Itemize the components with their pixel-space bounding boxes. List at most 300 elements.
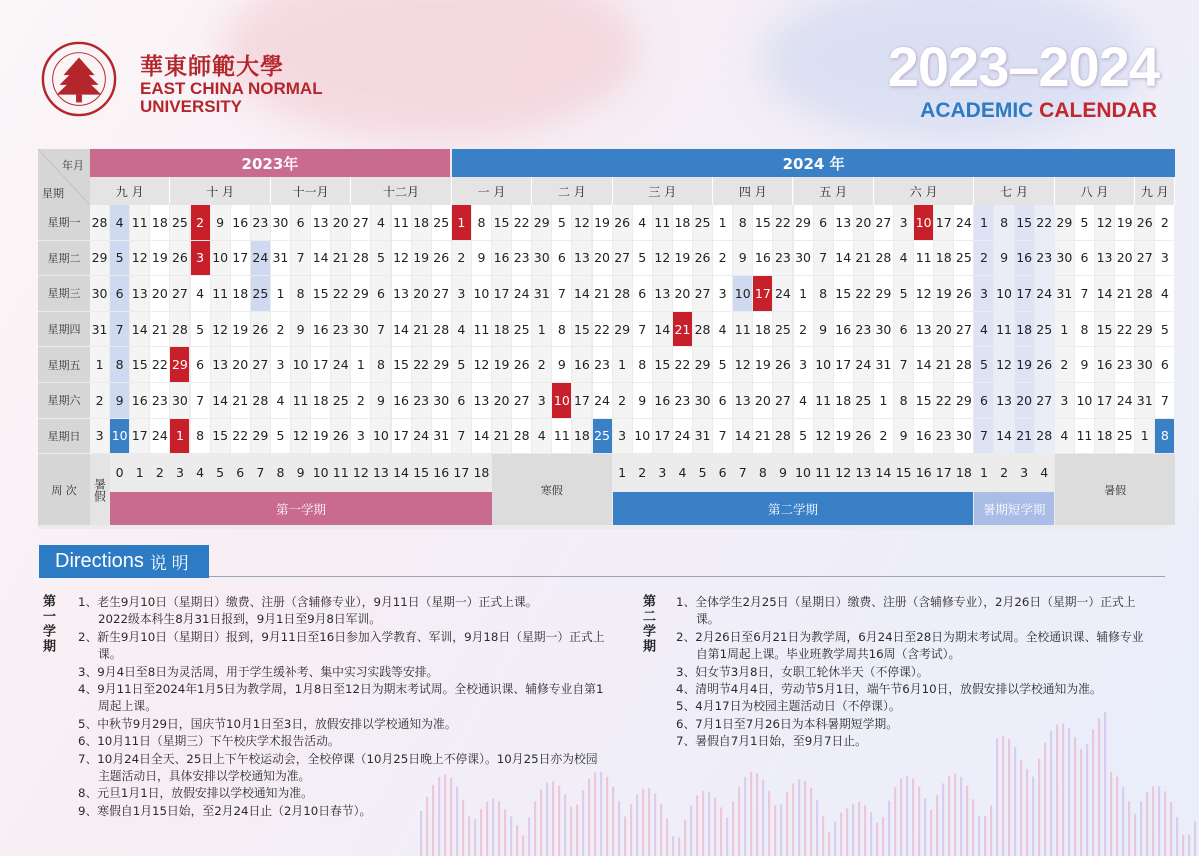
day-cell: 24 [331,347,350,382]
day-cell: 9 [995,241,1014,276]
decorative-bar [462,800,464,856]
decorative-bar [636,795,638,856]
day-cell: 25 [854,383,873,418]
day-cell: 4 [271,383,290,418]
day-cell: 17 [492,276,511,311]
day-cell: 2 [974,241,993,276]
day-cell: 17 [130,419,149,454]
decorative-bar [1110,772,1112,856]
decorative-bar [822,816,824,856]
day-cell: 19 [834,419,853,454]
day-cell: 17 [653,419,672,454]
day-cell: 24 [773,276,792,311]
day-cell: 10 [552,383,571,418]
day-cell: 5 [974,347,993,382]
day-cell: 10 [733,276,752,311]
day-cell: 11 [653,205,672,240]
decorative-bar [894,787,896,856]
day-cell: 29 [693,347,712,382]
day-cell: 16 [572,347,591,382]
day-cell: 6 [371,276,390,311]
decorative-bar [444,774,446,856]
directions-title-en: Directions [55,550,144,572]
day-cell: 8 [472,205,491,240]
day-cell: 12 [653,241,672,276]
day-cell: 10 [914,205,933,240]
decorative-bar [678,837,680,856]
week-number: 4 [191,454,210,490]
decorative-bar [642,789,644,856]
day-cell: 10 [633,419,652,454]
day-cell: 27 [954,312,973,347]
day-cell: 6 [713,383,732,418]
week-number: 12 [834,454,853,490]
week-number: 5 [211,454,230,490]
day-cell: 24 [1115,383,1134,418]
day-cell: 7 [371,312,390,347]
decorative-bar [930,810,932,856]
decorative-bar [780,804,782,856]
decorative-bar [1092,729,1094,856]
day-cell: 3 [974,276,993,311]
day-cell: 3 [532,383,551,418]
day-cell: 22 [150,347,169,382]
day-cell: 10 [995,276,1014,311]
day-cell: 9 [633,383,652,418]
day-cell: 28 [90,205,109,240]
decorative-bar [942,783,944,856]
decorative-bar [1074,737,1076,856]
decorative-bar [486,802,488,856]
day-cell: 31 [432,419,451,454]
weekday-label-1: 星期一 [38,205,90,240]
decorative-bar [660,804,662,856]
week-number: 3 [1015,454,1034,490]
weekday-label-2: 星期二 [38,241,90,276]
day-cell: 7 [191,383,210,418]
decorative-bar [426,797,428,856]
decorative-bar [648,788,650,856]
day-cell: 7 [713,419,732,454]
decorative-bar [594,772,596,856]
day-cell: 20 [231,347,250,382]
decorative-bar [624,817,626,856]
day-cell: 2 [90,383,109,418]
day-cell: 27 [773,383,792,418]
decorative-bar [528,817,530,856]
day-cell: 18 [1095,419,1114,454]
day-cell: 13 [572,241,591,276]
day-cell: 10 [472,276,491,311]
decorative-bar [1062,724,1064,856]
day-cell: 22 [512,205,531,240]
day-cell: 2 [532,347,551,382]
day-cell: 16 [653,383,672,418]
day-cell: 25 [170,205,189,240]
day-cell: 14 [834,241,853,276]
day-cell: 25 [1115,419,1134,454]
day-cell: 24 [854,347,873,382]
day-cell: 20 [331,205,350,240]
month-header-5: 一 月 [452,177,532,205]
day-cell: 30 [90,276,109,311]
decorative-bar [1068,728,1070,856]
decorative-bar [876,823,878,856]
day-cell: 21 [331,241,350,276]
decorative-bar [786,792,788,856]
day-cell: 17 [572,383,591,418]
day-cell: 28 [1135,276,1154,311]
day-cell: 4 [532,419,551,454]
decorative-bar [1140,802,1142,856]
day-cell: 1 [532,312,551,347]
day-cell: 10 [291,347,310,382]
decorative-bar [516,825,518,856]
week-number: 18 [954,454,973,490]
day-cell: 16 [130,383,149,418]
day-cell: 21 [1015,419,1034,454]
decorative-bar [918,787,920,856]
month-header-2: 十 月 [170,177,271,205]
week-number: 3 [170,454,189,490]
summer-term-bar: 暑期短学期 [974,492,1053,525]
decorative-bar [522,835,524,856]
decorative-bar [870,812,872,856]
decorative-bar [558,786,560,856]
day-cell: 14 [995,419,1014,454]
day-cell: 4 [713,312,732,347]
decorative-bar [1164,791,1166,856]
day-cell: 28 [170,312,189,347]
day-cell: 27 [613,241,632,276]
corner-year-month: 年月 [62,159,84,172]
day-cell: 26 [773,347,792,382]
day-cell: 10 [211,241,230,276]
decorative-bar [1086,744,1088,856]
day-cell: 3 [1055,383,1074,418]
semester1-label: 第一学期 [40,594,55,654]
day-cell: 5 [794,419,813,454]
directions-title-cn: 说 明 [149,554,189,573]
day-cell: 25 [954,241,973,276]
day-cell: 6 [1155,347,1174,382]
decorative-bar [726,818,728,856]
day-cell: 6 [974,383,993,418]
day-cell: 14 [211,383,230,418]
day-cell: 9 [291,312,310,347]
note-item: 3、9月4日至8日为灵活周，用于学生缓补考、集中实习实践等安排。 [78,664,439,679]
decorative-bar [546,783,548,856]
decorative-bars [420,706,1199,856]
day-cell: 20 [150,276,169,311]
day-cell: 18 [231,276,250,311]
day-cell: 6 [894,312,913,347]
day-cell: 29 [1135,312,1154,347]
university-logo-icon [40,40,118,118]
day-cell: 19 [1115,205,1134,240]
day-cell: 2 [191,205,210,240]
week-number: 17 [452,454,471,490]
decorative-bar [534,801,536,856]
decorative-bar [804,781,806,856]
day-cell: 1 [713,205,732,240]
day-cell: 1 [794,276,813,311]
decorative-bar [1104,712,1106,856]
decorative-bar [438,777,440,856]
decorative-bar [984,816,986,856]
day-cell: 8 [110,347,129,382]
day-cell: 13 [834,205,853,240]
decorative-bar [996,738,998,856]
day-cell: 15 [492,205,511,240]
week-number: 3 [653,454,672,490]
day-cell: 24 [512,276,531,311]
week-number: 1 [974,454,993,490]
day-cell: 6 [291,205,310,240]
day-cell: 24 [251,241,270,276]
note-item: 3、妇女节3月8日，女职工轮休半天（不停课）。 [676,664,929,679]
decorative-bar [798,779,800,856]
day-cell: 23 [331,312,350,347]
day-cell: 4 [1155,276,1174,311]
academic-years: 2023–2024 [887,35,1159,98]
day-cell: 14 [472,419,491,454]
day-cell: 31 [1135,383,1154,418]
decorative-bar [882,817,884,856]
week-number: 1 [130,454,149,490]
day-cell: 28 [874,241,893,276]
day-cell: 4 [371,205,390,240]
year-header-2024: 2024 年 [452,149,1176,177]
day-cell: 16 [1095,347,1114,382]
decorative-bar [1152,786,1154,856]
note-item: 7、10月24日全天、25日上下午校运动会，全校停课（10月25日晚上不停课）。10月25日亦为校园主题活动日，具体安排以学校通知为准。 [78,751,598,784]
day-cell: 18 [673,205,692,240]
day-cell: 9 [110,383,129,418]
day-cell: 5 [894,276,913,311]
day-cell: 4 [633,205,652,240]
decorative-bar [672,836,674,856]
directions-header [39,545,209,578]
day-cell: 25 [593,419,612,454]
day-cell: 20 [412,276,431,311]
day-cell: 13 [311,205,330,240]
day-cell: 13 [130,276,149,311]
day-cell: 4 [794,383,813,418]
day-cell: 27 [693,276,712,311]
day-cell: 30 [1135,347,1154,382]
day-cell: 26 [854,419,873,454]
decorative-bar [510,816,512,856]
day-cell: 5 [110,241,129,276]
day-cell: 18 [753,312,772,347]
day-cell: 16 [914,419,933,454]
decorative-bar [954,773,956,856]
day-cell: 7 [974,419,993,454]
term2-bar: 第二学期 [613,492,974,525]
day-cell: 30 [170,383,189,418]
week-number: 10 [794,454,813,490]
day-cell: 31 [271,241,290,276]
day-cell: 3 [191,241,210,276]
day-cell: 3 [713,276,732,311]
day-cell: 11 [552,419,571,454]
academic-calendar-title [920,99,1157,123]
day-cell: 17 [1095,383,1114,418]
decorative-bar [654,793,656,856]
day-cell: 15 [311,276,330,311]
day-cell: 31 [693,419,712,454]
day-cell: 13 [653,276,672,311]
note-item: 2、2月26日至6月21日为教学周，6月24日至28日为期末考试周。全校通识课、辅修专业自第1周起上课。毕业班教学周共16周（含考试）。 [676,629,1144,662]
day-cell: 10 [814,347,833,382]
day-cell: 29 [954,383,973,418]
day-cell: 26 [331,419,350,454]
day-cell: 27 [351,205,370,240]
day-cell: 1 [613,347,632,382]
note-item: 2022级本科生8月31日报到，9月1日至9月8日军训。 [98,612,382,627]
day-cell: 14 [311,241,330,276]
day-cell: 18 [834,383,853,418]
day-cell: 28 [351,241,370,276]
day-cell: 2 [271,312,290,347]
day-cell: 5 [191,312,210,347]
day-cell: 8 [552,312,571,347]
day-cell: 7 [110,312,129,347]
note-item: 2、新生9月10日（星期日）报到，9月11日至16日参加入学教育、军训，9月18日（星期一）正式上课。 [78,629,605,662]
week-number: 15 [412,454,431,490]
day-cell: 11 [814,383,833,418]
day-cell: 22 [673,347,692,382]
summer-break-label: 暑假 [1055,454,1176,525]
day-cell: 9 [733,241,752,276]
week-number: 0 [110,454,129,490]
decorative-bar [456,786,458,856]
day-cell: 12 [572,205,591,240]
day-cell: 23 [593,347,612,382]
title-academic: ACADEMIC [920,99,1034,122]
decorative-bar [1116,777,1118,856]
day-cell: 29 [613,312,632,347]
day-cell: 18 [150,205,169,240]
day-cell: 2 [452,241,471,276]
month-header-8: 四 月 [713,177,793,205]
grid-corner [38,149,90,205]
month-header-1: 九 月 [90,177,170,205]
day-cell: 23 [1115,347,1134,382]
day-cell: 15 [211,419,230,454]
day-cell: 11 [211,276,230,311]
decorative-bar [630,804,632,856]
decorative-bar [1134,814,1136,856]
decorative-bar [1014,747,1016,856]
day-cell: 19 [593,205,612,240]
day-cell: 26 [693,241,712,276]
day-cell: 30 [432,383,451,418]
day-cell: 23 [854,312,873,347]
day-cell: 9 [814,312,833,347]
day-cell: 13 [1095,241,1114,276]
day-cell: 2 [613,383,632,418]
day-cell: 16 [392,383,411,418]
decorative-bar [690,805,692,856]
day-cell: 24 [954,205,973,240]
decorative-bar [972,799,974,856]
week-number: 2 [633,454,652,490]
day-cell: 30 [1055,241,1074,276]
decorative-bar [540,789,542,856]
day-cell: 25 [1035,312,1054,347]
decorative-bar [888,801,890,856]
day-cell: 2 [1155,205,1174,240]
university-name-cn: 華東師範大學 [140,53,284,80]
decorative-bar [912,779,914,856]
day-cell: 4 [894,241,913,276]
day-cell: 9 [552,347,571,382]
day-cell: 16 [834,312,853,347]
day-cell: 8 [894,383,913,418]
decorative-bar [1188,835,1190,856]
month-header-7: 三 月 [613,177,714,205]
year-header-2023: 2023年 [90,149,450,177]
decorative-bar [846,808,848,856]
day-cell: 1 [351,347,370,382]
day-cell: 7 [552,276,571,311]
day-cell: 8 [733,205,752,240]
day-cell: 28 [432,312,451,347]
day-cell: 17 [1015,276,1034,311]
weekday-label-5: 星期五 [38,347,90,382]
day-cell: 31 [874,347,893,382]
day-cell: 18 [572,419,591,454]
weekday-label-3: 星期三 [38,276,90,311]
week-number: 11 [331,454,350,490]
day-cell: 16 [753,241,772,276]
day-cell: 22 [854,276,873,311]
day-cell: 1 [1135,419,1154,454]
day-cell: 13 [472,383,491,418]
day-cell: 12 [211,312,230,347]
day-cell: 12 [1095,205,1114,240]
decorative-bar [696,795,698,856]
day-cell: 4 [974,312,993,347]
day-cell: 13 [392,276,411,311]
decorative-bar [774,805,776,856]
week-number: 15 [894,454,913,490]
note-item: 4、9月11日至2024年1月5日为教学周，1月8日至12日为期末考试周。全校通识课、辅修专业自第1周起上课。 [78,682,604,714]
corner-weekday: 星期 [42,187,64,200]
day-cell: 24 [150,419,169,454]
month-header-4: 十二月 [351,177,452,205]
day-cell: 1 [271,276,290,311]
day-cell: 9 [894,419,913,454]
decorative-bar [768,791,770,856]
day-cell: 24 [593,383,612,418]
decorative-bar [1170,802,1172,856]
day-cell: 1 [452,205,471,240]
day-cell: 22 [412,347,431,382]
day-cell: 4 [110,205,129,240]
day-cell: 28 [693,312,712,347]
day-cell: 18 [1015,312,1034,347]
semester2-label: 第二学期 [640,594,655,654]
day-cell: 2 [794,312,813,347]
decorative-bar [684,820,686,856]
day-cell: 26 [1035,347,1054,382]
month-header-13: 九 月 [1135,177,1175,205]
day-cell: 3 [351,419,370,454]
day-cell: 7 [894,347,913,382]
